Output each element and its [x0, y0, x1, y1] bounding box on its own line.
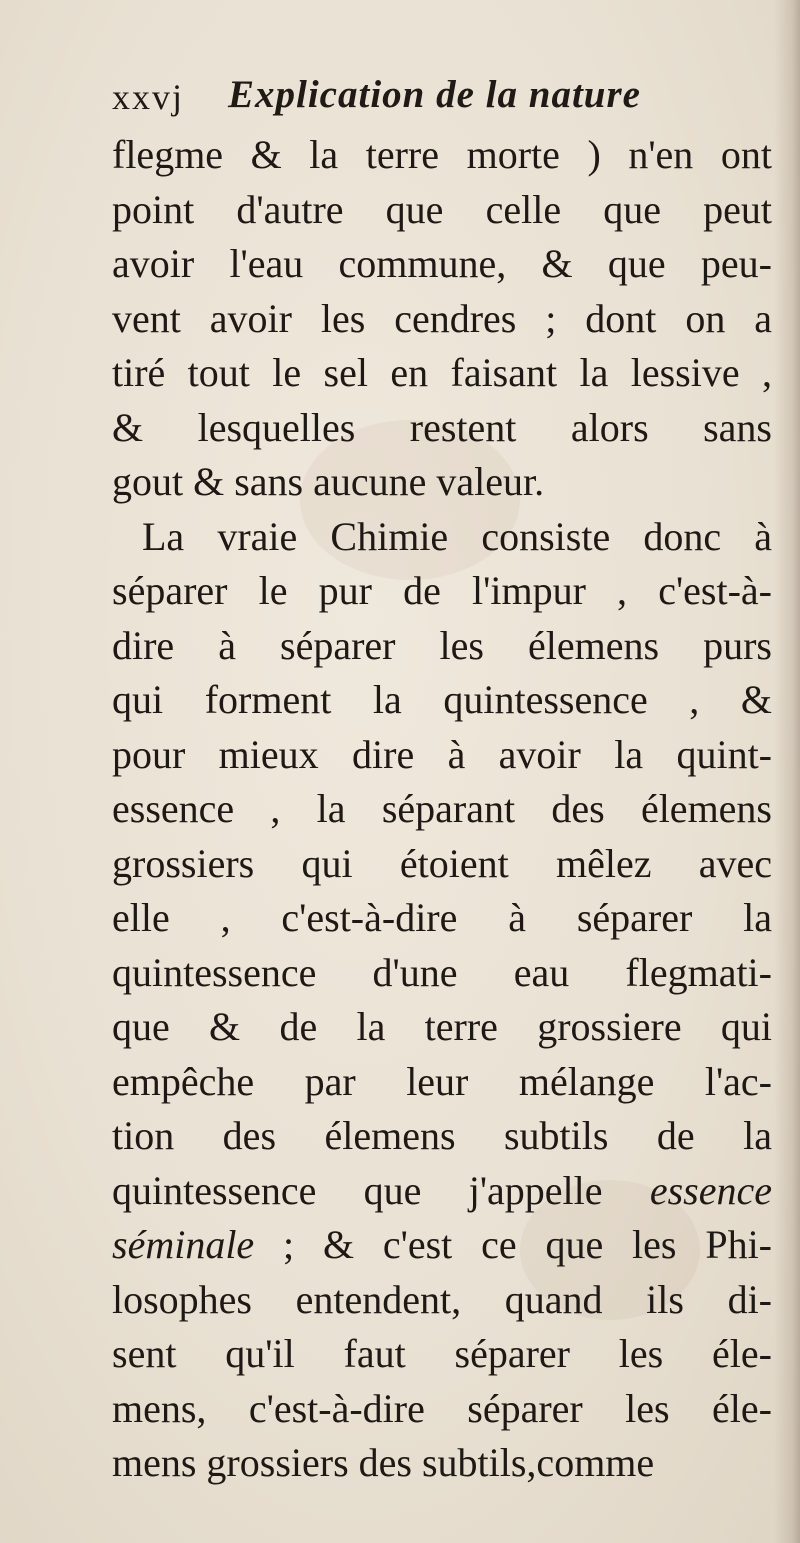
text-line-paragraph-start: La vraie Chimie consiste donc à	[142, 513, 772, 559]
running-title: Explication de la nature	[228, 73, 641, 116]
text-line: mens, c'est-à-dire séparer les éle-	[112, 1385, 772, 1431]
text-line: sent qu'il faut séparer les éle-	[112, 1331, 772, 1376]
text-line: dire à séparer les élemens purs	[112, 622, 772, 668]
text-line-segment: ; & c'est ce que les Phi-	[254, 1222, 772, 1267]
text-line: tiré tout le sel en faisant la lessive ,	[112, 350, 772, 395]
text-line: tion des élemens subtils de la	[112, 1113, 772, 1158]
text-line: pour mieux dire à avoir la quint-	[112, 731, 772, 777]
italic-term: essence	[649, 1167, 773, 1213]
text-line-segment: quintessence que j'appelle	[112, 1167, 603, 1213]
text-line: que & de la terre grossiere qui	[112, 1004, 772, 1049]
text-line: essence , la séparant des élemens	[112, 786, 772, 831]
text-line: avoir l'eau commune, & que peu-	[112, 241, 772, 286]
page-edge-shadow	[774, 0, 800, 1543]
text-line: séparer le pur de l'impur , c'est-à-	[112, 568, 772, 613]
text-line: elle , c'est-à-dire à séparer la	[112, 895, 772, 940]
body-text	[112, 128, 772, 1491]
text-line-with-emphasis	[112, 1218, 772, 1273]
italic-term: séminale	[112, 1222, 255, 1267]
text-line: gout & sans aucune valeur.	[112, 459, 545, 504]
text-line: quintessence d'une eau flegmati-	[112, 949, 772, 995]
running-header	[112, 72, 772, 128]
text-line: mens grossiers des subtils,comme	[112, 1440, 655, 1485]
text-line: qui forment la quintessence , &	[112, 677, 772, 722]
text-line: losophes entendent, quand ils di-	[112, 1276, 772, 1322]
text-line: flegme & la terre morte ) n'en ont	[112, 132, 772, 177]
page-number: xxvj	[112, 77, 185, 117]
text-line: point d'autre que celle que peut	[112, 186, 772, 232]
text-line: vent avoir les cendres ; dont on a	[112, 295, 772, 341]
text-line: empêche par leur mélange l'ac-	[112, 1058, 772, 1104]
text-line-with-emphasis	[112, 1164, 772, 1219]
text-line: & lesquelles restent alors sans	[112, 404, 772, 450]
text-line: grossiers qui étoient mêlez avec	[112, 840, 772, 886]
